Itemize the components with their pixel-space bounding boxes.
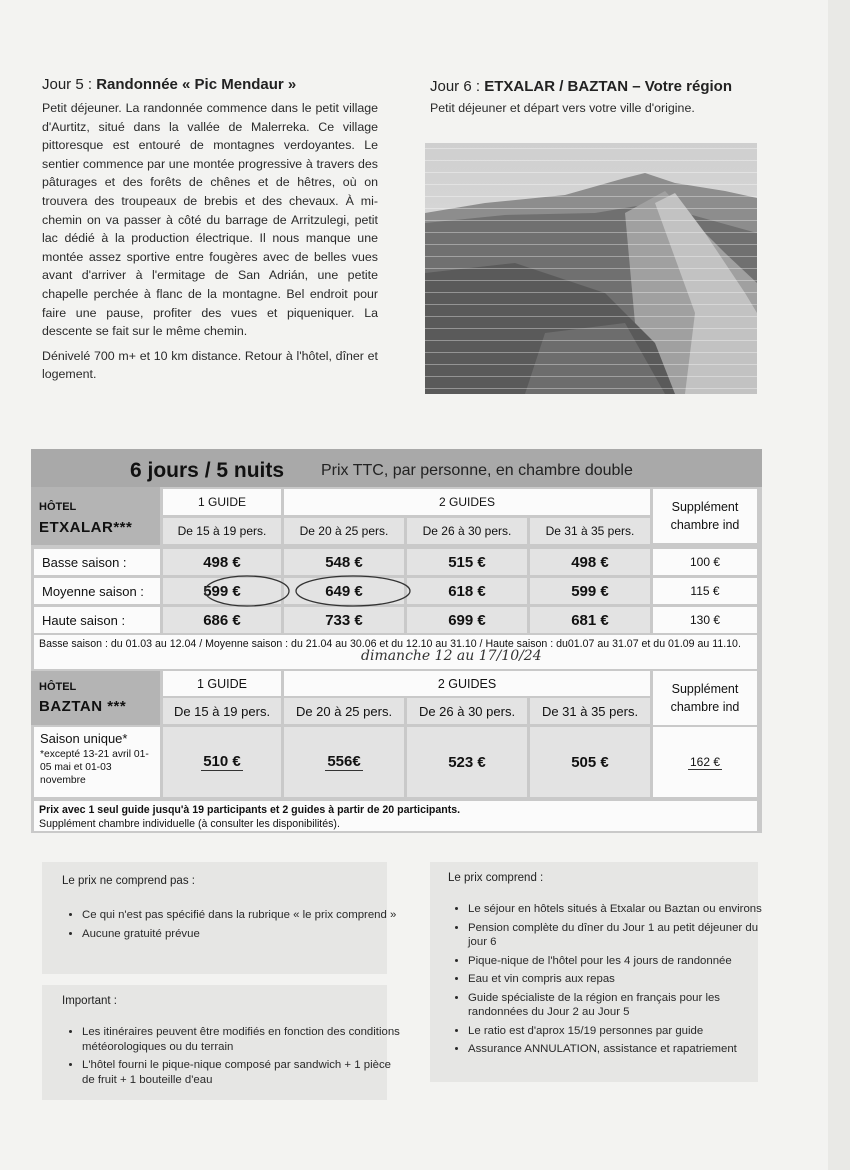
footnote-guides: Prix avec 1 seul guide jusqu'à 19 participants et 2 guides à partir de 20 participants.: [39, 804, 461, 816]
not-included-title: Le prix ne comprend pas :: [62, 875, 195, 887]
hotel1-name: ETXALAR***: [39, 519, 133, 536]
pricing-table: [31, 449, 762, 833]
price-haute-4: 681 €: [530, 607, 650, 633]
hotel2-header: [31, 671, 160, 725]
important-box: [42, 985, 400, 1100]
price-basse-2: 548 €: [284, 549, 404, 575]
hotel2-season-cell: [34, 727, 160, 797]
hotel2-season: Saison unique*: [40, 731, 128, 746]
hotel1-guide1: 1 GUIDE: [163, 489, 281, 515]
day6-prefix: Jour 6 :: [430, 78, 485, 95]
hotel2-price-3: 523 €: [407, 727, 527, 797]
price-moyenne-3: 618 €: [407, 578, 527, 604]
season-dates: Basse saison : du 01.03 au 12.04 / Moyenne saison : du 21.04 au 30.06 et du 12.10 au 31.10 / Haute saison : du01.07 au 31.07 et du 01.09 au 11.10.: [34, 635, 757, 669]
price-basse-1: 498 €: [163, 549, 281, 575]
important-title: Important :: [62, 995, 117, 1007]
included-title: Le prix comprend :: [448, 872, 544, 884]
included-item: • Pension complète du dîner du Jour 1 au petit déjeuner du jour 6: [468, 921, 774, 950]
day5-section: [42, 76, 378, 388]
included-item: • Pique-nique de l'hôtel pour les 4 jours de randonnée: [468, 954, 774, 969]
day5-distance: Dénivelé 700 m+ et 10 km distance. Retour à l'hôtel, dîner et logement.: [42, 348, 378, 382]
row-basse-label: Basse saison :: [34, 549, 160, 575]
hotel1-guide2: 2 GUIDES: [284, 489, 650, 515]
circle-599: [205, 576, 289, 606]
day5-prefix: Jour 5 :: [42, 76, 97, 93]
supp-basse: 100 €: [653, 549, 757, 575]
pricing-title: 6 jours / 5 nuits: [130, 459, 285, 482]
mountain-photo: [425, 143, 757, 394]
hotel2-supp-value: 162 €: [689, 754, 721, 769]
pricing-subtitle: Prix TTC, par personne, en chambre double: [321, 462, 633, 479]
day6-section: [430, 78, 770, 122]
price-moyenne-2: 649 €: [284, 578, 404, 604]
paper-edge: [828, 0, 850, 1170]
not-included-item: • Ce qui n'est pas spécifié dans la rubrique « le prix comprend »: [82, 908, 402, 923]
price-basse-4: 498 €: [530, 549, 650, 575]
price-moyenne-4: 599 €: [530, 578, 650, 604]
included-item: • Eau et vin compris aux repas: [468, 972, 774, 987]
important-item: • L'hôtel fourni le pique-nique composé par sandwich + 1 pièce de fruit + 1 bouteille d'eau: [82, 1058, 402, 1087]
hotel2-guide2: 2 GUIDES: [284, 671, 650, 696]
hotel2-price-2: [284, 727, 404, 797]
price-haute-1: 686 €: [163, 607, 281, 633]
hotel1-group-3: De 26 à 30 pers.: [407, 518, 527, 544]
included-box: [430, 862, 762, 1082]
included-item: • Guide spécialiste de la région en français pour les randonnées du Jour 2 au Jour 5: [468, 991, 774, 1020]
footnote-supplement: Supplément chambre individuelle (à consulter les disponibilités).: [39, 818, 340, 830]
hotel2-season-note: *excepté 13-21 avril 01-05 mai et 01-03 novembre: [40, 749, 149, 786]
included-item: • Assurance ANNULATION, assistance et rapatriement: [468, 1042, 774, 1057]
supp-haute: 130 €: [653, 607, 757, 633]
handwritten-date: dimanche 12 au 17/10/24: [361, 648, 542, 664]
day6-title: ETXALAR / BAZTAN – Votre région: [484, 78, 732, 95]
hotel2-name: BAZTAN ***: [39, 698, 127, 715]
important-item: • Les itinéraires peuvent être modifiés en fonction des conditions météorologiques ou du terrain: [82, 1025, 402, 1054]
row-haute-label: Haute saison :: [34, 607, 160, 633]
price-haute-2: 733 €: [284, 607, 404, 633]
hotel2-group-4: De 31 à 35 pers.: [530, 698, 650, 724]
mountain-illustration: [425, 143, 757, 394]
important-list: [60, 1025, 402, 1091]
included-item: • Le séjour en hôtels situés à Etxalar ou Baztan ou environs: [468, 902, 774, 917]
hotel2-supplement-header: Supplément chambre ind: [653, 671, 757, 725]
not-included-list: [60, 908, 402, 945]
price-haute-3: 699 €: [407, 607, 527, 633]
hotel2-price-1: [163, 727, 281, 797]
hotel2-price-2-value: 556€: [327, 753, 361, 770]
hotel2-supp: [653, 727, 757, 797]
supp-moyenne: 115 €: [653, 578, 757, 604]
day5-title: Randonnée « Pic Mendaur »: [96, 76, 297, 93]
day6-heading: [430, 78, 770, 95]
hotel2-group-2: De 20 à 25 pers.: [284, 698, 404, 724]
hotel1-label: HÔTEL: [39, 501, 77, 513]
day6-description: Petit déjeuner et départ vers votre ville d'origine.: [430, 101, 695, 115]
hotel1-group-4: De 31 à 35 pers.: [530, 518, 650, 544]
day5-heading: [42, 76, 378, 93]
included-list: [446, 902, 774, 1061]
hotel1-group-2: De 20 à 25 pers.: [284, 518, 404, 544]
hotel2-price-1-value: 510 €: [203, 753, 241, 770]
hotel2-price-4: 505 €: [530, 727, 650, 797]
included-item: • Le ratio est d'aprox 15/19 personnes par guide: [468, 1024, 774, 1039]
price-basse-3: 515 €: [407, 549, 527, 575]
price-moyenne-1: 599 €: [163, 578, 281, 604]
hotel2-group-1: De 15 à 19 pers.: [163, 698, 281, 724]
row-moyenne-label: Moyenne saison :: [34, 578, 160, 604]
circle-649: [296, 576, 410, 606]
not-included-item: • Aucune gratuité prévue: [82, 927, 402, 942]
hotel2-group-3: De 26 à 30 pers.: [407, 698, 527, 724]
pricing-footnotes: [34, 801, 757, 831]
hotel2-label: HÔTEL: [39, 681, 77, 693]
day5-description: Petit déjeuner. La randonnée commence dans le petit village d'Aurtitz, situé dans la vallée de Malerreka. Ce village pittoresque est entouré de montagnes verdoyantes. Le sentier commence par une montée progressive à travers des pâturages et des forêts de chênes et de hêtres, où on trouvera des troupeaux de brebis et des chevaux. À mi-chemin on va passer à côté du barrage de Arritzulegi, petit lac dédié à la production électrique. Il nous manque une montée assez sportive entre fougères avec de belles vues avant d'arriver à l'ermitage de San Adrián, une petite chapelle perchée à flanc de la montagne. Bel endroit pour faire une pause, profiter des vues et piqueniquer. La descente se fait sur le même chemin.: [42, 101, 378, 339]
hotel1-supplement-header: Supplément chambre ind: [653, 489, 757, 543]
hotel1-group-1: De 15 à 19 pers.: [163, 518, 281, 544]
not-included-box: [42, 862, 397, 974]
hotel2-guide1: 1 GUIDE: [163, 671, 281, 696]
